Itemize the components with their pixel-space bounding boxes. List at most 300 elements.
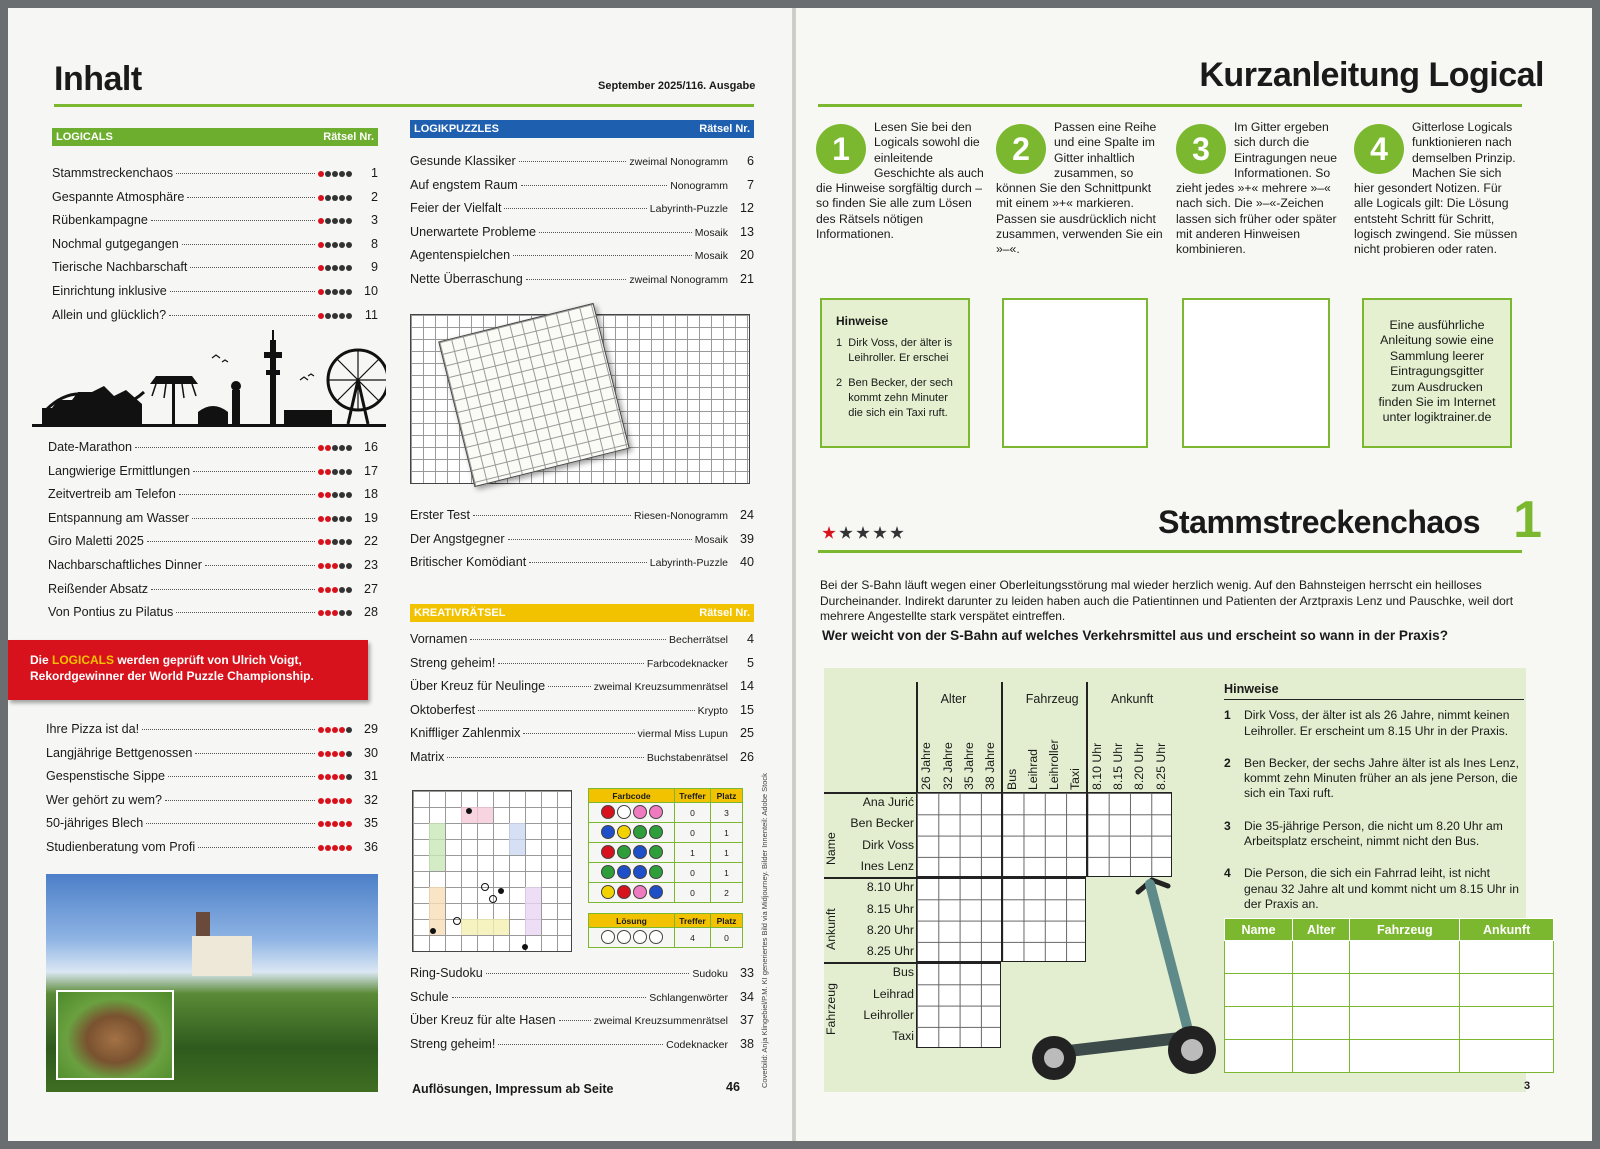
hint-text: Die 35-jährige Person, die nicht um 8.20 Uhr am Arbeitsplatz erscheint, nimmt nicht den Bus. [1244,818,1503,849]
toc-entry [410,201,754,225]
logicals-column-3 [46,722,378,864]
star-icon [346,171,352,177]
toc-leader-dots [176,173,315,174]
star-icon [339,516,345,522]
solution-row [1225,1040,1554,1073]
puzzle-question: Wer weicht von der S-Bahn auf welches Verkehrsmittel aus und erscheint so wann in der Praxis? [822,628,1449,643]
toc-puzzle-number: 28 [363,605,378,620]
toc-entry [52,308,378,332]
farbcode-pegs [589,883,675,903]
toc-puzzle-number: 34 [739,989,754,1004]
peg-green [601,865,615,879]
solution-cell[interactable] [1225,974,1293,1007]
logikpuzzles-col-label: Rätsel Nr. [699,123,750,135]
toc-title: Studienberatung vom Profi [46,839,196,854]
toc-puzzle-number: 10 [363,283,378,298]
toc-puzzle-type: Farbcodeknacker [646,657,728,670]
example-hint-1: 1 Dirk Voss, der älter is Leihroller. Er erschei [836,337,953,364]
grid-top-header-divider [916,682,918,792]
solution-table [1224,918,1554,1073]
star-icon [325,774,331,780]
logic-grid-panel [824,668,1531,1092]
hint-number: 4 [1224,866,1231,881]
column-label: Taxi [1068,768,1083,790]
toc-puzzle-number: 31 [363,769,378,784]
star-icon [346,587,352,593]
toc-title: Agentenspielchen [410,248,511,263]
toc-leader-dots [473,515,631,516]
star-icon [325,587,331,593]
difficulty-stars [318,610,356,616]
star-icon [332,492,338,498]
star-icon [346,242,352,248]
solution-cell[interactable] [1293,941,1350,974]
solution-header-row [1225,919,1554,941]
star-icon [339,195,345,201]
toc-puzzle-number: 40 [739,555,754,570]
e-scooter-illustration [1020,862,1230,1092]
logikpuzzles-column [410,120,754,296]
toc-entry [48,605,378,629]
solution-column-header: Name [1225,919,1293,941]
toc-puzzle-number: 32 [363,792,378,807]
column-label: Bus [1004,768,1019,790]
toc-title: Einrichtung inklusive [52,283,167,298]
toc-entry [410,990,754,1014]
star-icon [325,265,331,271]
toc-leader-dots [142,729,315,730]
toc-entry [410,532,754,556]
toc-title: Entspannung am Wasser [48,510,189,525]
fairground-skyline-illustration [32,330,386,430]
logikpuzzles-header [410,120,754,138]
toc-entry [410,248,754,272]
toc-puzzle-type: Riesen-Nonogramm [634,510,728,522]
solution-cell[interactable] [1293,1007,1350,1040]
star-icon [325,195,331,201]
puzzle-intro: Bei der S-Bahn läuft wegen einer Oberleitungsstörung mal wieder herzlich wenig. Auf den Bahnsteigen herrscht ein heilloses Durcheinander. Indirekt darunter zu leiden haben auch die Patientinnen und Patienten der Arztpraxis Lenz und Pauschke, weil dort mehrere Angestellte stark verspätet eintreffen. [820,578,1514,623]
toc-puzzle-number: 23 [363,557,378,572]
example-grid-step3 [1182,298,1330,448]
hint-item [1224,756,1524,802]
row-label: Bus [892,965,914,980]
star-icon [346,751,352,757]
toc-puzzle-type: zweimal Kreuzsummenrätsel [593,1015,728,1028]
star-icon [346,313,352,319]
farbcode-preview [588,788,754,948]
toc-title: Über Kreuz für Neulinge [410,679,546,694]
peg-yellow [601,885,615,899]
toc-entry [52,284,378,308]
star-icon [318,218,324,224]
banner-text-pre: Die [30,653,53,667]
star-icon [318,587,324,593]
star-icon [318,516,324,522]
farbcode-row [589,863,743,883]
toc-entry [48,511,378,535]
kreativ-column-2 [410,966,754,1060]
toc-puzzle-number: 18 [363,487,378,502]
hint-number: 2 [1224,755,1231,770]
toc-entry [52,213,378,237]
toc-leader-dots [508,539,692,540]
castle-landscape-photo [46,874,378,1092]
puzzle-title: Stammstreckenchaos [1158,504,1480,540]
peg-red [617,885,631,899]
example-grid-step2 [1002,298,1148,448]
toc-title: Ihre Pizza ist da! [46,722,140,736]
farbcode-row [589,843,743,863]
toc-title: Über Kreuz für alte Hasen [410,1013,556,1028]
grid-left-header-divider [824,792,916,794]
toc-title: Britischer Komödiant [410,555,527,570]
solution-cell[interactable] [1460,1007,1554,1040]
puzzle-number: 1 [1513,491,1542,549]
peg-green [633,825,647,839]
toc-puzzle-type: zweimal Kreuzsummenrätsel [593,681,728,694]
toc-leader-dots [176,612,315,613]
toc-entry [410,966,754,990]
toc-puzzle-type: zweimal Nonogramm [629,156,728,168]
star-icon [318,751,324,757]
row-label: 8.15 Uhr [866,901,914,916]
toc-entry [48,534,378,558]
ring-sudoku-preview [412,790,572,952]
star-icon [325,821,331,827]
toc-title: Matrix [410,749,445,764]
toc-leader-dots [151,589,315,590]
row-label: Taxi [892,1029,914,1044]
toc-leader-dots [165,800,315,801]
puzzle-title-rule [818,550,1522,553]
farbcode-treffer: 0 [675,823,711,843]
toc-entry [410,1013,754,1037]
toc-leader-dots [452,997,647,998]
solution-cell[interactable] [1225,941,1293,974]
row-label: Ana Jurić [862,795,914,809]
loesung-pegs [589,928,675,948]
star-icon [318,727,324,733]
farbcode-platz: 1 [711,863,743,883]
toc-title: Erster Test [410,508,470,522]
star-icon [325,610,331,616]
star-icon [332,469,338,475]
star-icon [339,845,345,851]
logicals-header [52,128,378,146]
solution-cell[interactable] [1460,941,1554,974]
toc-leader-dots [187,197,315,198]
star-icon [332,195,338,201]
logicals-header-label: LOGICALS [56,131,113,143]
toc-puzzle-type: Sudoku [692,968,728,980]
guide-step-1 [816,120,984,242]
toc-leader-dots [151,220,315,221]
toc-puzzle-type: viermal Miss Lupun [637,728,728,741]
step-text: Im Gitter ergeben sich durch die Eintragungen neue Informationen. So zieht jedes »+« mehrere »–« nach sich. Die »–«-Zeichen lassen sich früher oder später mit anderen Hinweisen kombinieren. [1176,120,1338,257]
toc-puzzle-number: 8 [370,236,378,251]
star-icon [318,171,324,177]
toc-puzzle-type: Nonogramm [670,179,728,192]
toc-leader-dots [498,663,643,664]
hint-item [1224,819,1524,850]
toc-entry [48,440,378,464]
toc-leader-dots [539,232,692,233]
star-icon [346,727,352,733]
toc-puzzle-number: 27 [363,581,378,596]
solution-row [1225,1007,1554,1040]
peg-pink [633,805,647,819]
solution-cell[interactable] [1460,1040,1554,1073]
solution-cell[interactable] [1225,1007,1293,1040]
toc-puzzle-number: 11 [364,307,378,322]
star-icon [332,516,338,522]
banner-text-post: werden geprüft von Ulrich Voigt, [114,653,302,667]
star-icon [332,265,338,271]
toc-puzzle-type: Mosaik [694,250,728,263]
star-icon [318,563,324,569]
peg-pink [649,805,663,819]
farbcode-header: Farbcode [589,789,675,803]
difficulty-stars [318,445,356,451]
hints-title: Hinweise [1224,682,1524,700]
loesung-header: Lösung [589,914,675,928]
toc-entry [48,487,378,511]
toc-leader-dots [447,757,644,758]
guide-step-2 [996,120,1164,258]
farbcode-pegs [589,843,675,863]
logicals-list-1 [52,166,378,331]
toc-leader-dots [478,710,695,711]
toc-entry [48,464,378,488]
guide-title: Kurzanleitung Logical [1199,56,1544,94]
toc-entry [410,632,754,656]
toc-leader-dots [470,639,666,640]
step-number-badge: 3 [1176,124,1226,174]
star-icon [822,526,836,540]
solution-cell[interactable] [1460,974,1554,1007]
star-icon [318,289,324,295]
toc-puzzle-number: 3 [370,213,378,228]
star-icon [346,265,352,271]
toc-leader-dots [135,447,315,448]
star-icon [332,727,338,733]
row-label: Ines Lenz [860,858,914,873]
star-icon [318,845,324,851]
difficulty-stars [318,774,356,780]
logikpuzzles-header-label: LOGIKPUZZLES [414,123,499,135]
difficulty-stars [318,516,356,522]
star-icon [339,539,345,545]
star-icon [325,845,331,851]
farbcode-pegs [589,803,675,823]
difficulty-stars [318,751,356,757]
step-text: Lesen Sie bei den Logicals sowohl die einleitende Geschichte als auch die Hinweise sorgfältig durch – so finden Sie alle zum Lösen des Rätsels nötigen Informationen. [816,120,984,242]
column-label: Leihroller [1047,739,1062,790]
star-icon [332,751,338,757]
difficulty-rating [822,526,904,540]
star-icon [856,526,870,540]
toc-title: Gespannte Atmosphäre [52,189,185,204]
toc-entry [46,746,378,770]
toc-entry [410,703,754,727]
toc-puzzle-type: Krypto [697,704,728,717]
toc-entry [52,190,378,214]
kreativ-header [410,604,754,622]
farbcode-row [589,883,743,903]
toc-leader-dots [193,471,315,472]
online-guide-note: Eine ausführliche Anleitung sowie eine Sammlung leerer Eintragungsgitter zum Ausdrucken finden Sie im Internet unter logiktrainer.de [1362,298,1512,448]
star-icon [339,289,345,295]
solution-cell[interactable] [1350,1040,1460,1073]
toc-leader-dots [519,161,627,162]
logikpuzzles-list-1 [410,154,754,296]
toc-leader-dots [146,823,315,824]
solutions-label: Auflösungen, Impressum ab Seite [412,1082,614,1096]
star-icon [346,610,352,616]
star-icon [325,289,331,295]
toc-entry [410,225,754,249]
star-icon [332,587,338,593]
toc-leader-dots [498,1044,663,1045]
difficulty-stars [318,492,356,498]
star-icon [339,798,345,804]
grid-block-divider [1001,682,1003,962]
solution-cell[interactable] [1293,1040,1350,1073]
star-icon [332,845,338,851]
toc-title: Unerwartete Probleme [410,224,536,239]
column-label: 8.20 Uhr [1132,742,1147,790]
difficulty-stars [318,218,356,224]
star-icon [332,798,338,804]
star-icon [325,171,331,177]
star-icon [325,516,331,522]
logicals-col-label: Rätsel Nr. [323,131,374,143]
toc-entry [410,679,754,703]
solution-cell[interactable] [1350,974,1460,1007]
toc-puzzle-type: Schlangenwörter [649,991,728,1004]
toc-title: Allein und glücklich? [52,307,167,322]
peg-white [617,805,631,819]
column-label: 8.15 Uhr [1111,742,1125,790]
farbcode-platz: 2 [711,883,743,903]
peg-blue [601,825,615,839]
row-label: Leihroller [863,1008,914,1022]
toc-puzzle-type: Mosaik [694,533,728,546]
star-icon [325,492,331,498]
star-icon [339,218,345,224]
logicals-list-2 [48,440,378,629]
star-icon [318,774,324,780]
logicals-list-3 [46,722,378,864]
logicals-column-2 [48,440,378,629]
toc-title: Schule [410,989,449,1004]
farbcode-platz: 1 [711,823,743,843]
star-icon [339,469,345,475]
solution-cell[interactable] [1350,941,1460,974]
step-number-badge: 1 [816,124,866,174]
toc-entry [52,260,378,284]
star-icon [339,265,345,271]
toc-puzzle-number: 7 [746,177,754,192]
toc-puzzle-type: Buchstabenrätsel [646,751,728,764]
toc-leader-dots [521,185,667,186]
toc-leader-dots [179,494,315,495]
peg-blue [633,865,647,879]
toc-entry [410,555,754,579]
star-icon [318,265,324,271]
peg-red [601,805,615,819]
toc-puzzle-number: 36 [363,839,378,854]
toc-leader-dots [168,776,315,777]
column-label: 8.10 Uhr [1089,742,1104,790]
toc-entry [46,793,378,817]
farbcode-treffer: 0 [675,883,711,903]
toc-title: Rübenkampagne [52,213,148,228]
star-icon [339,492,345,498]
star-icon [339,313,345,319]
star-icon [332,563,338,569]
column-label: Leihrad [1025,748,1040,790]
toc-leader-dots [198,847,315,848]
toc-puzzle-type: Becherrätsel [669,634,728,646]
toc-puzzle-type: Labyrinth-Puzzle [649,557,728,570]
hint-number: 3 [1224,818,1231,833]
toc-title: Streng geheim! [410,655,496,670]
toc-leader-dots [513,255,692,256]
row-group-label: Fahrzeug [824,983,838,1035]
star-icon [332,313,338,319]
farbcode-platz: 1 [711,843,743,863]
toc-title: Streng geheim! [410,1036,496,1051]
star-icon [339,727,345,733]
toc-leader-dots [486,973,690,974]
difficulty-stars [318,313,356,319]
solution-cell[interactable] [1293,974,1350,1007]
toc-title: Oktoberfest [410,702,476,717]
toc-puzzle-number: 35 [363,816,378,831]
solution-cell[interactable] [1225,1040,1293,1073]
star-icon [318,445,324,451]
toc-leader-dots [529,562,647,563]
star-icon [346,445,352,451]
difficulty-stars [318,587,356,593]
farbcode-table [588,788,743,903]
toc-puzzle-number: 39 [739,531,754,546]
star-icon [318,469,324,475]
peg-red [601,845,615,859]
row-label: 8.10 Uhr [866,880,914,895]
toc-entry [52,237,378,261]
toc-puzzle-number: 12 [739,201,754,216]
toc-entry [46,722,378,746]
column-label: 32 Jahre [940,742,955,790]
banner-text-line2: Rekordgewinner der World Puzzle Championship. [30,669,314,683]
star-icon [346,774,352,780]
loesung-treffer: 4 [675,928,711,948]
toc-entry [410,1037,754,1061]
star-icon [318,492,324,498]
star-icon [346,516,352,522]
star-icon [325,469,331,475]
column-label: 8.25 Uhr [1153,742,1168,790]
page-number: 3 [1524,1080,1531,1092]
toc-title: Nochmal gutgegangen [52,236,179,251]
step-text: Passen eine Reihe und eine Spalte im Gitter inhaltlich zusammen, so können Sie den Schnittpunkt mit einem »+« markieren. Passen sie ausdrücklich nicht zusammen, verwenden Sie ein »–«. [996,120,1163,257]
solution-cell[interactable] [1350,1007,1460,1040]
star-icon [318,798,324,804]
peg-green [649,845,663,859]
toc-puzzle-type: Mosaik [694,226,728,239]
